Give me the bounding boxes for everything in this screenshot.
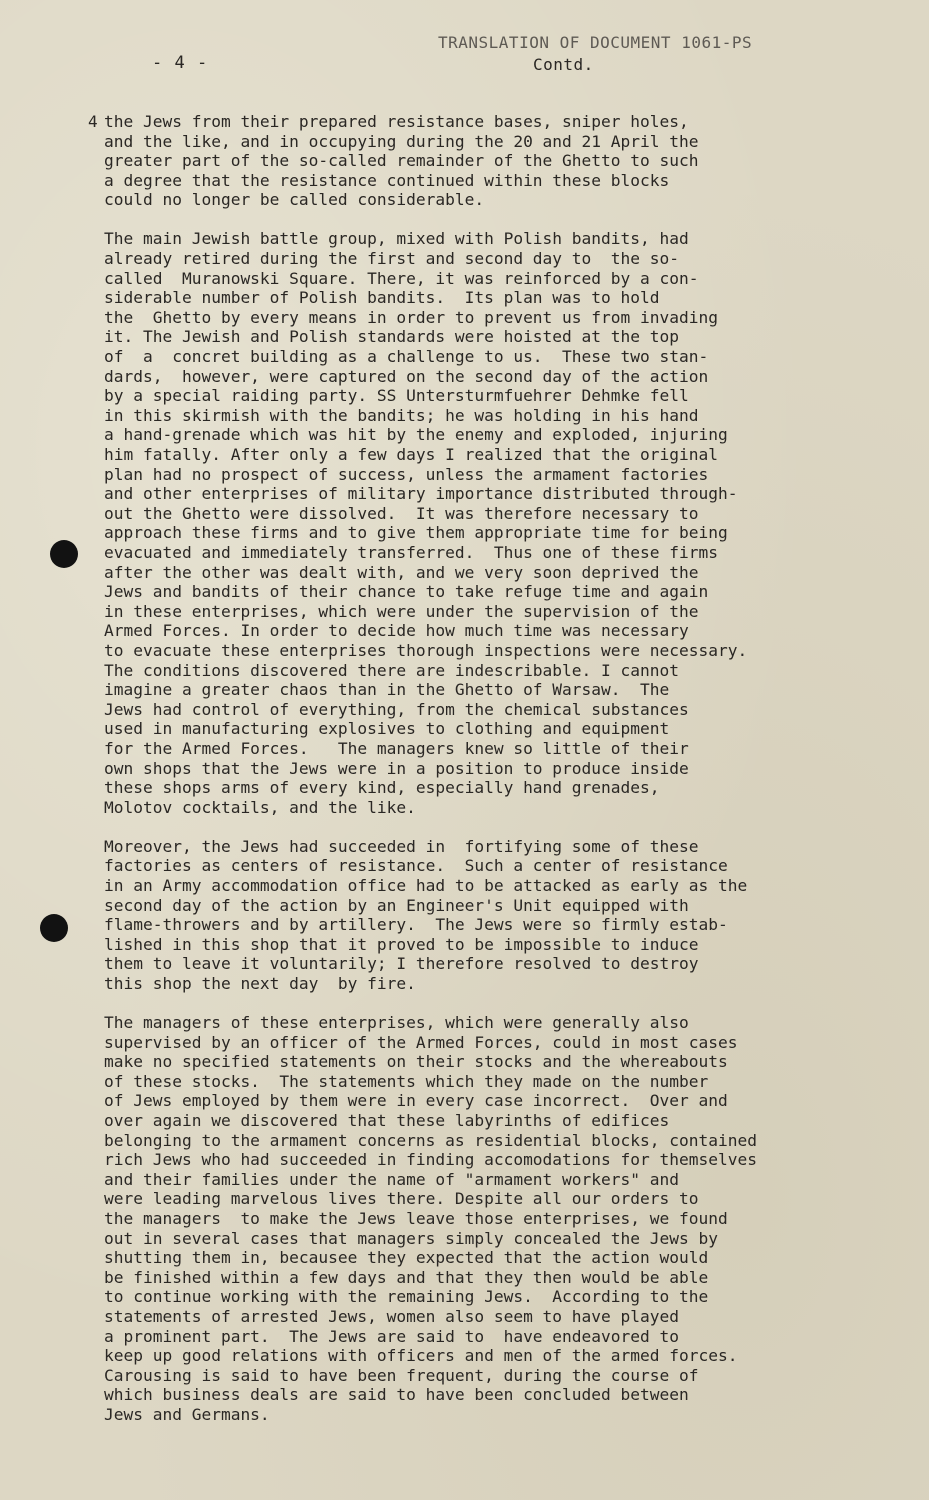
margin-mark: 4 bbox=[88, 112, 98, 131]
page-number: - 4 - bbox=[152, 53, 209, 73]
punch-hole bbox=[50, 540, 78, 568]
paragraph: The main Jewish battle group, mixed with Polish bandits, had already retired during the first and second day to the so- called Muranowski Square. There, it was reinforced by a con- siderable number of Polish bandits. Its plan was to hold the Ghetto by every means in order to prevent us from invading it. The Jewish and Polish standards were hoisted at the top of a concret building as a challenge to us. These two stan- dards, however, were captured on the second day of the action by a special raiding party. SS Untersturmfuehrer Dehmke fell in this skirmish with the bandits; he was holding in his hand a hand-grenade which was hit by the enemy and exploded, injuring him fatally. After only a few days I realized that the original plan had no prospect of success, unless the armament factories and other enterprises of military importance distributed through- out the Ghetto were dissolved. It was therefore necessary to approach these firms and to give them appropriate time for being evacuated and immediately transferred. Thus one of these firms after the other was dealt with, and we very soon deprived the Jews and bandits of their chance to take refuge time and again in these enterprises, which were under the supervision of the Armed Forces. In order to decide how much time was necessary to evacuate these enterprises thorough inspections were necessary. The conditions discovered there are indescribable. I cannot imagine a greater chaos than in the Ghetto of Warsaw. The Jews had control of everything, from the chemical substances used in manufacturing explosives to clothing and equipment for the Armed Forces. The managers knew so little of their own shops that the Jews were in a position to produce inside these shops arms of every kind, especially hand grenades, Molotov cocktails, and the like. bbox=[104, 229, 748, 817]
punch-hole bbox=[40, 914, 68, 942]
document-reference: TRANSLATION OF DOCUMENT 1061-PS bbox=[438, 33, 753, 52]
paragraph: Moreover, the Jews had succeeded in fortifying some of these factories as centers of resistance. Such a center of resistance in an Army accommodation office had to be attacked as early as the second day of the action by an Engineer's Unit equipped with flame-throwers and by artillery. The Jews were so firmly estab- lished in this shop that it proved to be impossible to induce them to leave it voluntarily; I therefore resolved to destroy this shop the next day by fire. bbox=[104, 836, 748, 993]
paragraph: The managers of these enterprises, which were generally also supervised by an officer of the Armed Forces, could in most cases make no specified statements on their stocks and the whereabouts of these stocks. The statements which they made on the number of Jews employed by them were in every case incorrect. Over and over again we discovered that these labyrinths of edifices belonging to the armament concerns as residential blocks, contained rich Jews who had succeeded in finding accomodations for themselves and their families under the name of "armament workers" and were leading marvelous lives there. Despite all our orders to the managers to make the Jews leave those enterprises, we found out in several cases that managers simply concealed the Jews by shutting them in, becausee they expected that the action would be finished within a few days and that they then would be able to continue working with the remaining Jews. According to the statements of arrested Jews, women also seem to have played a prominent part. The Jews are said to have endeavored to keep up good relations with officers and men of the armed forces. Carousing is said to have been frequent, during the course of which business deals are said to have been concluded between Jews and Germans. bbox=[104, 1013, 757, 1424]
paragraph: the Jews from their prepared resistance bases, sniper holes, and the like, and in occupying during the 20 and 21 April the greater part of the so-called remainder of the Ghetto to such a degree that the resistance continued within these blocks could no longer be called considerable. bbox=[104, 112, 699, 210]
document-body bbox=[104, 112, 894, 1425]
continued-label: Contd. bbox=[533, 55, 594, 74]
